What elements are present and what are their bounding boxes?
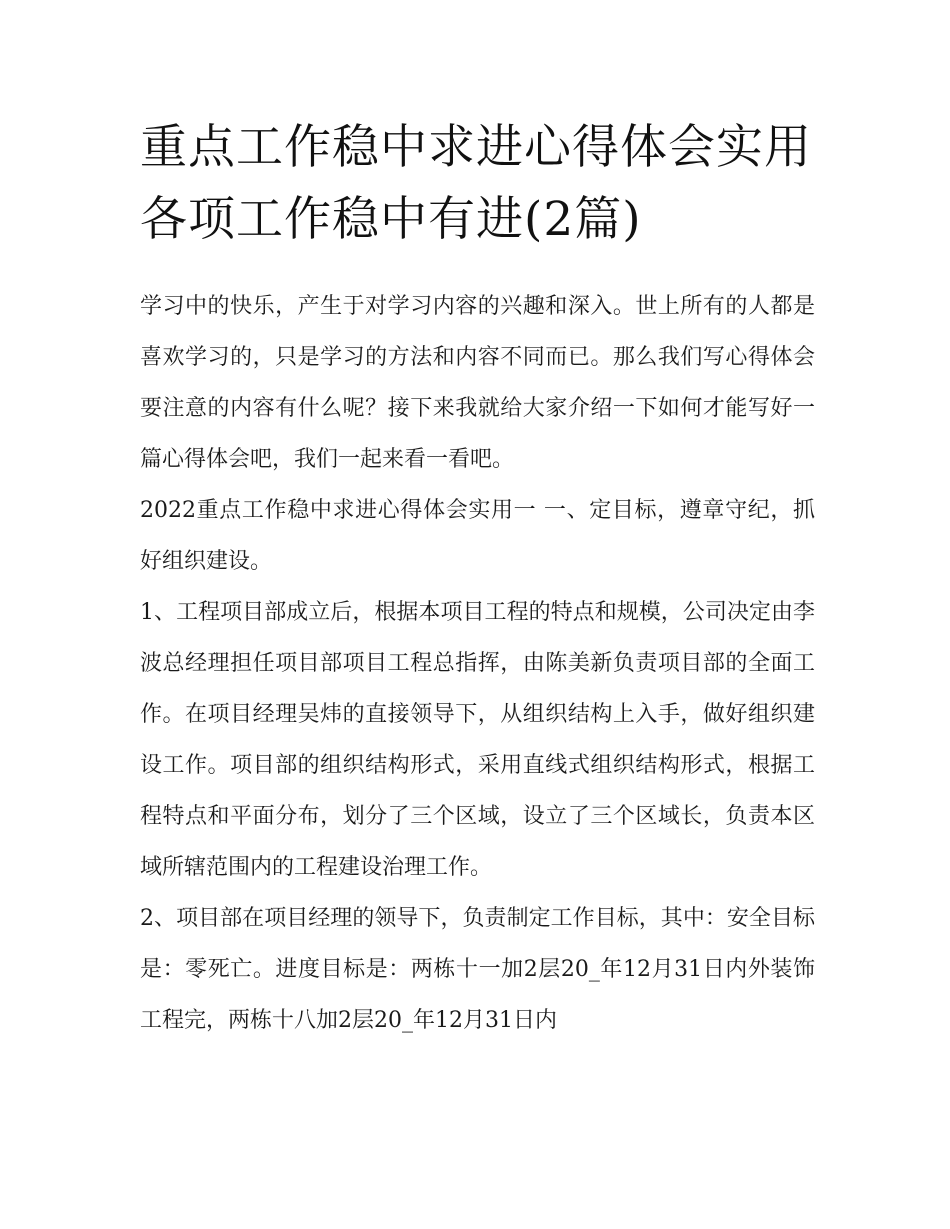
paragraph-item-1: 1、工程项目部成立后，根据本项目工程的特点和规模，公司决定由李波总经理担任项目部项目工程总指挥，由陈美新负责项目部的全面工作。在项目经理吴炜的直接领导下，从组织结构上入手，做好组织建设工作。项目部的组织结构形式，采用直线式组织结构形式，根据工程特点和平面分布，划分了三个区域，设立了三个区域长，负责本区域所辖范围内的工程建设治理工作。 xyxy=(140,600,815,880)
paragraph-item-2: 2、项目部在项目经理的领导下，负责制定工作目标，其中：安全目标是：零死亡。进度目标是：两栋十一加2层20_年12月31日内外装饰工程完，两栋十八加2层20_年12月31日内 xyxy=(140,906,815,1033)
document-title: 重点工作稳中求进心得体会实用 各项工作稳中有进(2篇) xyxy=(140,120,812,247)
document-body xyxy=(140,281,815,1046)
paragraph-heading-one: 2022重点工作稳中求进心得体会实用一 一、定目标，遵章守纪，抓好组织建设。 xyxy=(140,498,815,574)
paragraph-intro: 学习中的快乐，产生于对学习内容的兴趣和深入。世上所有的人都是喜欢学习的，只是学习的方法和内容不同而已。那么我们写心得体会要注意的内容有什么呢？接下来我就给大家介绍一下如何才能写好一篇心得体会吧，我们一起来看一看吧。 xyxy=(140,294,815,472)
